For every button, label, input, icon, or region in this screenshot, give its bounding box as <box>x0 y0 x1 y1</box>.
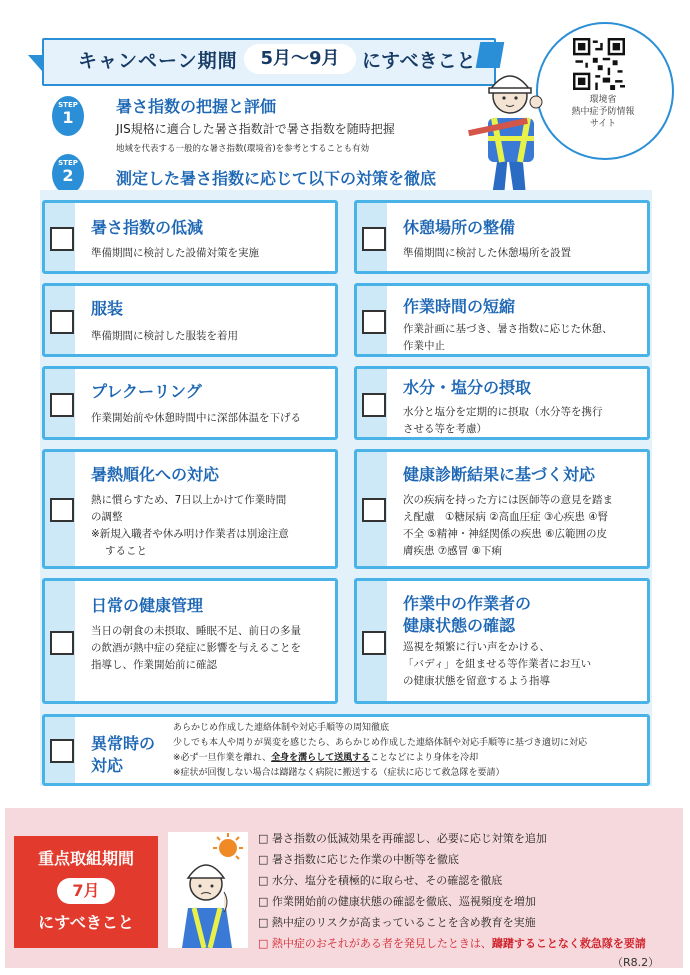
card-acclimatization-line1: 熱に慣らすため、7日以上かけて作業時間 <box>91 494 287 506</box>
card-clothing <box>42 283 338 357</box>
card-health-check <box>354 449 650 569</box>
card-emergency-line3 <box>173 751 587 766</box>
card-heat-reduction-title: 暑さ指数の低減 <box>91 218 204 237</box>
priority-month: 7月 <box>57 878 115 904</box>
step2-title: 測定した暑さ指数に応じて以下の対策を徹底 <box>116 169 437 188</box>
card-emergency-body <box>173 721 587 781</box>
qr-caption-line3: サイト <box>589 119 617 129</box>
step2-number: 2 <box>62 166 74 185</box>
card-heat-reduction-body: 準備期間に検討した設備対策を実施 <box>91 247 259 259</box>
card-hydration-title: 水分・塩分の摂取 <box>403 378 532 397</box>
card-hydration <box>354 366 650 440</box>
card-precooling-body: 作業開始前や休憩時間中に深部体温を下げる <box>91 412 301 424</box>
priority-label-box <box>14 836 158 948</box>
card-emergency-line2: 少しでも本人や周りが異変を感じたら、あらかじめ作成した連絡体制や対応手順等に基づき適切に対応 <box>173 738 588 748</box>
card-emergency-line1: あらかじめ作成した連絡体制や対応手順等の周知徹底 <box>173 723 390 733</box>
card-daily-health-line3: 指導し、作業開始前に確認 <box>91 659 217 671</box>
step1-badge <box>52 96 84 136</box>
ribbon-fold-left <box>28 55 42 71</box>
card-emergency-title-line2: 対応 <box>91 756 124 775</box>
checkbox-hydration[interactable] <box>362 393 386 417</box>
card-work-time <box>354 283 650 357</box>
checkbox-precooling[interactable] <box>50 393 74 417</box>
step1-title: 暑さ指数の把握と評価 <box>116 97 277 116</box>
card-acclimatization-line2: の調整 <box>91 511 123 523</box>
qr-code-icon[interactable] <box>573 38 625 90</box>
checkbox-worker-condition[interactable] <box>362 631 386 655</box>
card-worker-condition-title-line1: 作業中の作業者の <box>403 594 532 613</box>
card-acclimatization-body <box>91 492 327 560</box>
card-emergency-line4: ※症状が回復しない場合は躊躇なく病院に搬送する（症状に応じて救急隊を要請） <box>173 768 505 778</box>
card-worker-condition-line3: の健康状態を留意するよう指導 <box>403 675 550 687</box>
priority-item-6[interactable] <box>258 933 684 954</box>
card-worker-condition <box>354 578 650 704</box>
card-daily-health-line1: 当日の朝食の未摂取、睡眠不足、前日の多量 <box>91 625 301 637</box>
qr-caption-line1: 環境省 <box>589 95 617 105</box>
checkbox-clothing[interactable] <box>50 310 74 334</box>
card-acclimatization <box>42 449 338 569</box>
card-work-time-title: 作業時間の短縮 <box>403 297 516 316</box>
card-emergency-line3c: ことなどにより身体を冷却 <box>370 753 479 763</box>
priority-label-bottom: にすべきこと <box>38 913 134 932</box>
card-hydration-body <box>403 404 639 438</box>
card-acclimatization-line3: ※新規入職者や休み明け作業者は別途注意 <box>91 528 289 540</box>
card-health-check-title: 健康診断結果に基づく対応 <box>403 465 596 484</box>
step1-number: 1 <box>62 108 74 127</box>
card-acclimatization-title: 暑熱順化への対応 <box>91 465 220 484</box>
header-title-suffix: にすべきこと <box>362 50 476 72</box>
worker-illustration-icon <box>462 58 546 198</box>
card-precooling-title: プレクーリング <box>91 382 202 401</box>
header-period: 5月～9月 <box>260 48 340 69</box>
version-label: （R8.2） <box>612 956 660 969</box>
card-emergency-line3a: ※必ず一旦作業を離れ、 <box>173 753 272 763</box>
priority-item-5[interactable]: □ 熱中症のリスクが高まっていることを含め教育を実施 <box>258 916 536 929</box>
card-worker-condition-line1: 巡視を頻繁に行い声をかける、 <box>403 641 550 653</box>
qr-caption <box>560 94 646 130</box>
card-health-check-line3: 不全 ⑤精神・神経関係の疾患 ⑥広範囲の皮 <box>403 528 608 540</box>
priority-item-2[interactable]: □ 暑さ指数に応じた作業の中断等を徹底 <box>258 853 459 866</box>
hot-worker-icon <box>168 832 248 948</box>
card-worker-condition-title <box>403 593 531 637</box>
card-work-time-line2: 作業中止 <box>403 340 445 352</box>
checkbox-emergency[interactable] <box>50 739 74 763</box>
card-emergency <box>42 714 650 786</box>
card-hydration-line2: させる等を考慮） <box>403 423 487 435</box>
checkbox-work-time[interactable] <box>362 310 386 334</box>
card-emergency-line3b: 全身を濡らして送風する <box>271 753 371 763</box>
step2-badge <box>52 154 84 194</box>
card-work-time-body <box>403 321 639 355</box>
card-clothing-title: 服装 <box>91 299 124 318</box>
card-health-check-body <box>403 492 639 560</box>
checkbox-health-check[interactable] <box>362 498 386 522</box>
checkbox-rest-area[interactable] <box>362 227 386 251</box>
card-health-check-line1: 次の疾病を持った方には医師等の意見を踏ま <box>403 494 613 506</box>
card-daily-health <box>42 578 338 704</box>
priority-item-6a: □ 熱中症のおそれがある者を発見したときは、 <box>258 937 492 950</box>
priority-item-3[interactable]: □ 水分、塩分を積極的に取らせ、その確認を徹底 <box>258 874 503 887</box>
card-rest-area-title: 休憩場所の整備 <box>403 218 516 237</box>
checkbox-acclimatization[interactable] <box>50 498 74 522</box>
step1-sub: 地域を代表する一般的な暑さ指数(環境省)を参考とすることも有効 <box>116 144 370 154</box>
worker-sun-illustration <box>168 832 248 948</box>
priority-item-6b: 躊躇することなく救急隊を要請 <box>491 937 646 950</box>
step2-label: STEP <box>58 159 78 167</box>
card-daily-health-line2: の飲酒が熱中症の発症に影響を与えることを <box>91 642 301 654</box>
checkbox-daily-health[interactable] <box>50 631 74 655</box>
card-worker-condition-body <box>403 639 639 690</box>
card-acclimatization-line4: すること <box>105 545 147 557</box>
card-rest-area <box>354 200 650 274</box>
priority-item-4[interactable]: □ 作業開始前の健康状態の確認を徹底、巡視頻度を増加 <box>258 895 536 908</box>
card-clothing-body: 準備期間に検討した服装を着用 <box>91 330 238 342</box>
priority-item-1[interactable]: □ 暑さ指数の低減効果を再確認し、必要に応じ対策を追加 <box>258 832 547 845</box>
header-period-pill <box>244 44 356 74</box>
checkbox-heat-reduction[interactable] <box>50 227 74 251</box>
card-emergency-title <box>91 733 155 777</box>
card-precooling <box>42 366 338 440</box>
card-worker-condition-line2: 「バディ」を組ませる等作業者にお互い <box>403 658 592 670</box>
step1-label: STEP <box>58 101 78 109</box>
card-health-check-line2: え配慮 ①糖尿病 ②高血圧症 ③心疾患 ④腎 <box>403 511 609 523</box>
card-daily-health-title: 日常の健康管理 <box>91 596 204 615</box>
card-rest-area-body: 準備期間に検討した休憩場所を設置 <box>403 247 571 259</box>
card-work-time-line1: 作業計画に基づき、暑さ指数に応じた休憩、 <box>403 323 613 335</box>
priority-checklist <box>258 828 684 954</box>
card-daily-health-body <box>91 623 327 674</box>
card-worker-condition-title-line2: 健康状態の確認 <box>403 616 516 635</box>
step1-text: JIS規格に適合した暑さ指数計で暑さ指数を随時把握 <box>116 122 395 136</box>
card-health-check-line4: 膚疾患 ⑦感冒 ⑧下痢 <box>403 545 503 557</box>
card-emergency-title-line1: 異常時の <box>91 734 156 753</box>
header-title-prefix: キャンペーン期間 <box>78 50 238 72</box>
qr-caption-line2: 熱中症予防情報 <box>571 107 635 117</box>
priority-label-top: 重点取組期間 <box>37 849 134 868</box>
card-heat-reduction <box>42 200 338 274</box>
card-hydration-line1: 水分と塩分を定期的に摂取（水分等を携行 <box>403 406 603 418</box>
